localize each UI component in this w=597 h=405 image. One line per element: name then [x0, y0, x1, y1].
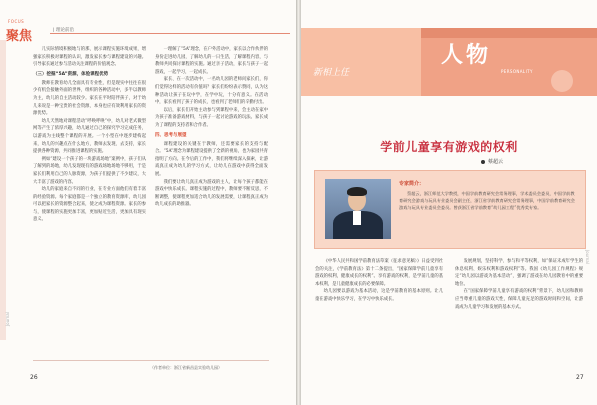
article-title: 学前儿童享有游戏的权利 — [380, 140, 518, 154]
left-page-header — [0, 0, 296, 44]
section-banner — [301, 28, 597, 96]
profile-label: 专家简介： — [399, 181, 425, 187]
body-paragraph: 我们要让幼儿真正成为游戏的主人，让每个孩子都能在游戏中快乐成长。课程实施的过程中，教师要不断反思，不断调整，使课程更加适合幼儿的发展需要，让课程真正成为幼儿成长的助推器。 — [155, 179, 268, 208]
side-decoration — [0, 40, 6, 340]
page-number-left: 26 — [30, 374, 38, 381]
body-paragraph: 幼儿的家庭来自不同的行业，在专业方面他们有着丰富的经验资源。每个家庭都是一个独立的教育资源库，幼儿园可以把家长的资源整合起来，使之成为课程资源。家长的参与，使课程的实施更加丰富，更加贴近生活，更加具有现实意义。 — [33, 187, 146, 223]
author-byline — [481, 158, 503, 165]
left-column-1 — [33, 46, 146, 354]
section-heading: （三）挖掘“5A”资源，体验课程优势 — [33, 71, 109, 77]
banner-subtitle: 新相上任 — [313, 68, 350, 78]
body-paragraph: 《中华人民共和国学前教育法草案（征求意见稿）》日益受到社会的关注，《学前教育法》第十二条提出，“国家保障学前儿童享有游戏的权利，健康成长的权利”。享有游戏的权利，是学前儿童的基本权利，是儿童健康成长的必要保障。 — [315, 259, 443, 287]
body-paragraph: 一理解了“5A”理念，在户外活动中，家长以合作伙伴的身份走进幼儿园，了解幼儿的一日生活，了解课程内容，与教师共同探讨课程的实施。通过亲子活动，家长与孩子一起游戏，一起学习，一起成长。 — [155, 47, 268, 75]
body-paragraph: 发展规划，坚持科学、参与和平等权利，如“保证未成年学生的休息权利、娱乐权利和游戏权利”等。我国《幼儿园工作规程》规定“幼儿园以游戏为基本活动”，强调了游戏在幼儿园教育中的重要地位。 — [455, 259, 583, 287]
header-rule — [50, 33, 290, 34]
left-page — [0, 0, 296, 405]
author-portrait — [325, 179, 391, 239]
profile-text: 蔡超云，浙江师范大学教授，中国学前教育研究会常务理事，学术委员会委员，中国学前教育研究会游戏与玩具专业委员会副主任，浙江省学前教育研究会常务理事，中国学前教育研究会游戏与玩具专业委员会委员。曾获浙江省学前教育“幼儿园工程”优秀奖专家。 — [399, 191, 575, 210]
right-column-2 — [455, 258, 583, 366]
body-paragraph: 家长、在一次活动中，一名幼儿园的老师问家长们，你们觉得这样的活动有价值吗？家长们纷纷表示赞同，认为这种活动让孩子在玩中学，在学中玩，十分有意义。在活动中，家长看到了孩子的成长，也看到了老师们的辛勤付出。 — [155, 77, 268, 106]
body-paragraph: 在“国家保障学前儿童享有游戏的权利”背景下，幼儿园和教师应当尊重儿童的游戏天性，保障儿童充足的游戏时间和空间，让游戏成为儿童学习和发展的基本方式。 — [455, 289, 583, 310]
body-paragraph: 以后，家长们开始主动参与到课程中来，会主动在家中为孩子准备游戏材料，与孩子一起讨论游戏的玩法。家长成为了课程的支持者和合作者。 — [155, 107, 268, 128]
banner-heading-en: PERSONALITY — [501, 69, 533, 74]
author-bullet-icon — [481, 160, 485, 164]
footer-rule — [33, 360, 269, 361]
author-affiliation: （作者单位：浙江省新昌县实验幼儿园） — [150, 365, 222, 370]
body-paragraph: 教师在教育幼儿全面具有专业性，但是现实中往往在很少有机会接触外面的世界，组织的各种活动中，多半以教师为主，幼儿的自主活动较少。家长在平时陪伴孩子，对于幼儿来说是一种宝贵的社会资源，本身也应有效利用家长的资源优势。 — [33, 80, 146, 117]
body-paragraph: 课程建设的关键在于教师，还需要家长的支持与配合。“5A”理念为课程建设提供了全新的视角，也为家园共育指明了方向。在今后的工作中，我们将继续深入探索，让游戏真正成为幼儿的学习方式，让幼儿在游戏中获得全面发展。 — [155, 141, 268, 177]
banner-decoration — [551, 70, 573, 92]
right-column-1 — [315, 258, 443, 366]
brand-block — [0, 8, 50, 44]
body-paragraph: 幼儿园要以游戏为基本活动，这是学前教育的基本原则。让儿童在游戏中快乐学习，在学习中快乐成长。 — [315, 289, 443, 302]
page-number-right: 27 — [576, 374, 584, 381]
body-paragraph: 儿实际情境积极地与的那，展示课程实施环境成果，增强家长积极对课程的认识，激发家长参与课程建设的兴趣。引导家长通过参与活动关注课程的价值观念。 — [33, 47, 146, 68]
left-column-2 — [155, 46, 268, 354]
column-tag: | 理论前沿 — [53, 28, 74, 33]
body-paragraph: 幼儿天然地对课程活动“呼唤呼唤”中，幼儿对老式微型网等产生了浓厚兴趣，幼儿通过自己的探究学习完成任务，以游戏为主线整个课程的开展。一个小型在中逐步建构起来，幼儿的兴趣点在什么地方，教师去发现、去支持，家长提供各种资源，共同推进课程的实施。 — [33, 118, 146, 155]
vertical-journal-tag: Journal — [5, 312, 10, 326]
brand-chinese: 聚焦 — [6, 29, 33, 44]
banner-heading: 人物 — [441, 43, 492, 68]
author-name: 蔡超云 — [488, 159, 504, 165]
banner-stripe — [421, 28, 597, 38]
section-heading: 四、思考与展望 — [155, 132, 187, 138]
expert-profile-box — [314, 170, 586, 249]
body-paragraph: 例如“建设一个孩子的一块游戏场地”案例中，孩子们从了解到的场地，幼儿发现现有的游戏场地场地不够用，于是家长们利用自己的人脉资源，为孩子们提供了不少建议，大大丰富了游戏的内容。 — [33, 156, 146, 185]
vertical-journal-tag-right: Journal — [585, 250, 590, 264]
brand-english: FOCUS — [8, 19, 25, 24]
right-page — [301, 0, 597, 405]
